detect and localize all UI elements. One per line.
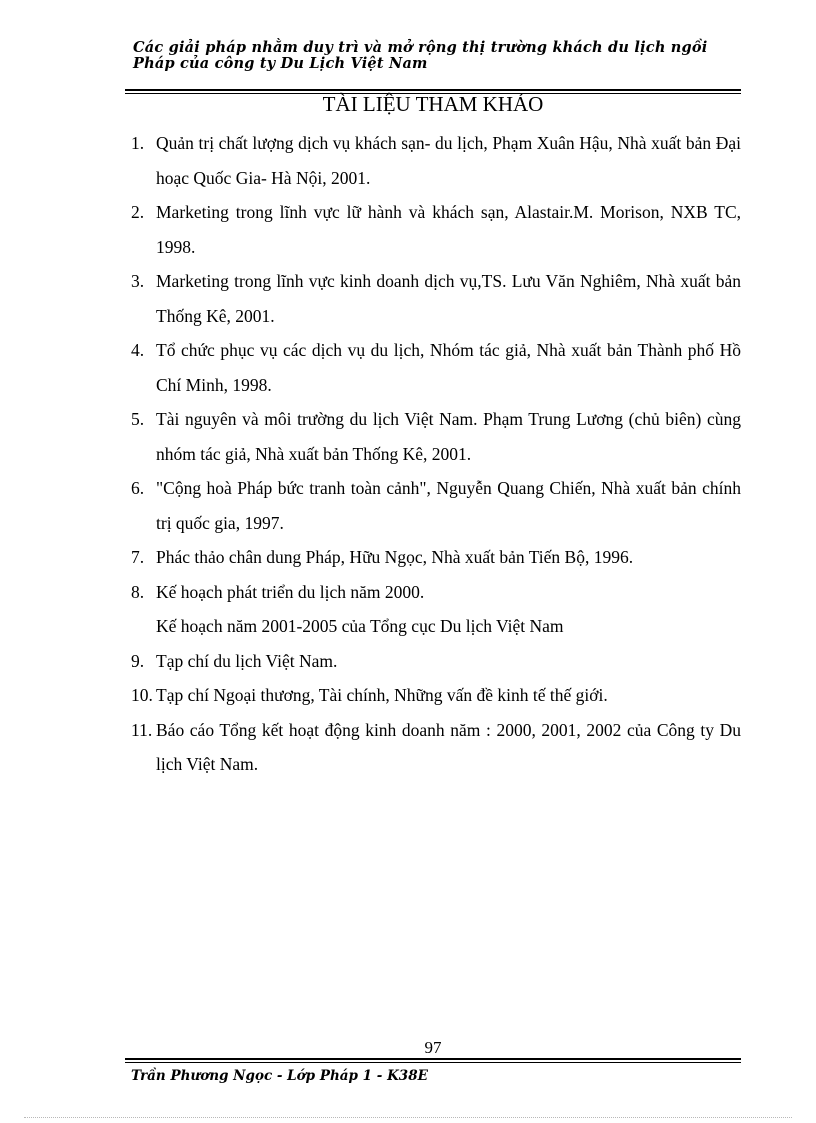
reference-item xyxy=(131,644,741,679)
reference-item xyxy=(131,195,741,264)
reference-item xyxy=(131,678,741,713)
section-title: TÀI LIỆU THAM KHẢO xyxy=(322,92,544,116)
reference-text: Báo cáo Tổng kết hoạt động kinh doanh năm : 2000, 2001, 2002 của Công ty Du lịch Việt Nam. xyxy=(156,719,741,774)
reference-text-continued: Kế hoạch năm 2001-2005 của Tổng cục Du lịch Việt Nam xyxy=(156,616,564,636)
reference-item xyxy=(131,471,741,540)
reference-number: 6. xyxy=(131,478,145,498)
reference-number: 2. xyxy=(131,202,145,222)
reference-number: 8. xyxy=(131,581,145,602)
reference-number: 5. xyxy=(131,409,145,429)
reference-text: Tổ chức phục vụ các dịch vụ du lịch, Nhóm tác giả, Nhà xuất bản Thành phố Hồ Chí Minh, 1998. xyxy=(156,340,741,395)
reference-number: 1. xyxy=(131,133,145,153)
reference-number: 10. xyxy=(131,685,153,705)
reference-number: 4. xyxy=(131,340,145,360)
reference-text: Kế hoạch phát triển du lịch năm 2000. xyxy=(156,581,425,602)
reference-text: Phác thảo chân dung Pháp, Hữu Ngọc, Nhà xuất bản Tiến Bộ, 1996. xyxy=(156,547,634,567)
reference-text: Quản trị chất lượng dịch vụ khách sạn- du lịch, Phạm Xuân Hậu, Nhà xuất bản Đại hoạc Quốc Gia- Hà Nội, 2001. xyxy=(156,133,741,188)
reference-number: 3. xyxy=(131,271,145,291)
page-edge-dotted-line xyxy=(24,1117,792,1118)
reference-text: Tài nguyên và môi trường du lịch Việt Nam. Phạm Trung Lương (chủ biên) cùng nhóm tác giả, Nhà xuất bản Thống Kê, 2001. xyxy=(156,409,741,464)
reference-text: Tạp chí Ngoại thương, Tài chính, Những vấn đề kinh tế thế giới. xyxy=(156,685,608,705)
reference-item xyxy=(131,575,741,644)
reference-list xyxy=(131,126,741,782)
reference-number: 9. xyxy=(131,650,145,671)
reference-item xyxy=(131,402,741,471)
reference-text: "Cộng hoà Pháp bức tranh toàn cảnh", Nguyễn Quang Chiến, Nhà xuất bản chính trị quốc gia, 1997. xyxy=(156,478,741,533)
reference-item xyxy=(131,333,741,402)
reference-number: 7. xyxy=(131,547,145,567)
reference-number: 11. xyxy=(131,719,153,740)
reference-item xyxy=(131,713,741,782)
reference-text: Marketing trong lĩnh vực lữ hành và khách sạn, Alastair.M. Morison, NXB TC, 1998. xyxy=(156,202,741,257)
running-header-title: Các giải pháp nhằm duy trì và mở rộng thị trường khách du lịch ngồi Pháp của công ty Du Lịch Việt Nam xyxy=(133,39,708,72)
reference-item xyxy=(131,126,741,195)
footer-author: Trần Phương Ngọc - Lớp Pháp 1 - K38E xyxy=(131,1068,428,1084)
reference-text: Tạp chí du lịch Việt Nam. xyxy=(156,650,338,671)
reference-text: Marketing trong lĩnh vực kinh doanh dịch vụ,TS. Lưu Văn Nghiêm, Nhà xuất bản Thống Kê, 2001. xyxy=(156,271,741,326)
reference-item xyxy=(131,264,741,333)
page-number: 97 xyxy=(424,1038,442,1057)
footer-divider xyxy=(125,1058,741,1063)
reference-item xyxy=(131,540,741,575)
